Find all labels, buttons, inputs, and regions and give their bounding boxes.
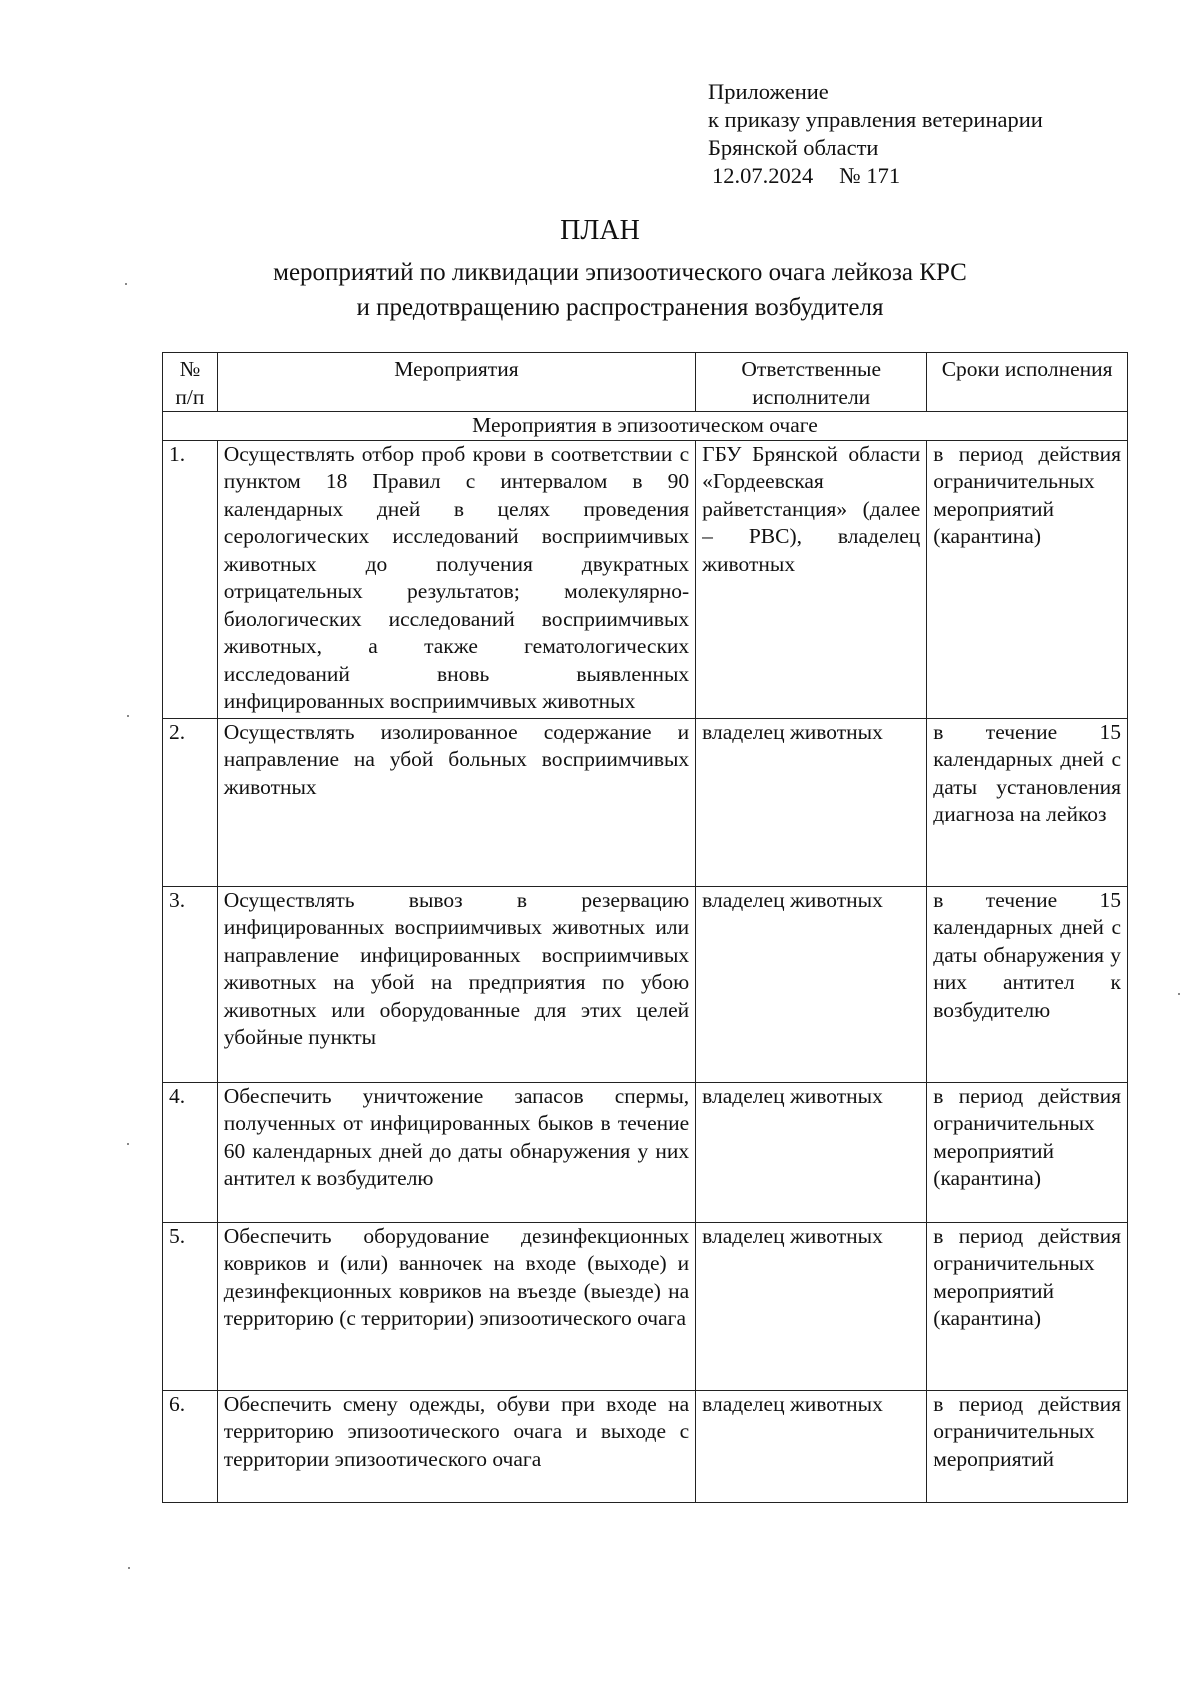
section-row	[163, 412, 1128, 441]
approval-line-2: к приказу управления ветеринарии	[708, 107, 1043, 132]
row-number: 5.	[163, 1222, 218, 1390]
approval-block	[708, 78, 1043, 190]
table-row	[163, 718, 1128, 886]
table-row	[163, 1222, 1128, 1390]
row-action: Осуществлять изолированное содержание и направление на убой больных восприимчивых животных	[217, 718, 695, 886]
header-responsible: Ответственные исполнители	[696, 353, 927, 412]
row-responsible: владелец животных	[696, 886, 927, 1082]
plan-table	[162, 352, 1128, 1503]
table-row	[163, 886, 1128, 1082]
document-subtitle	[160, 255, 1080, 325]
header-deadline: Сроки исполнения	[927, 353, 1128, 412]
header-actions: Мероприятия	[217, 353, 695, 412]
row-deadline: в период действия ограничительных мероприятий (карантина)	[927, 1082, 1128, 1222]
approval-line-3: Брянской области	[708, 135, 879, 160]
scan-speck	[128, 1567, 130, 1569]
row-action: Осуществлять отбор проб крови в соответствии с пунктом 18 Правил с интервалом в 90 календарных дней в целях проведения серологических исследований восприимчивых животных до получения двукратных отрицательных результатов; молекулярно-биологических исследований восприимчивых животных, а также гематологических исследований вновь выявленных инфицированных восприимчивых животных	[217, 440, 695, 718]
row-responsible: владелец животных	[696, 1082, 927, 1222]
approval-number-sign: №	[839, 163, 861, 188]
row-deadline: в период действия ограничительных мероприятий (карантина)	[927, 440, 1128, 718]
subtitle-line-1: мероприятий по ликвидации эпизоотического очага лейкоза КРС	[273, 259, 967, 286]
approval-date-line	[708, 162, 1043, 190]
scan-speck	[127, 715, 129, 717]
table-row	[163, 440, 1128, 718]
row-action: Обеспечить смену одежды, обуви при входе на территорию эпизоотического очага и выходе с территории эпизоотического очага	[217, 1390, 695, 1502]
row-number: 1.	[163, 440, 218, 718]
approval-number: 171	[866, 163, 901, 188]
scan-speck	[1178, 993, 1180, 995]
row-responsible: владелец животных	[696, 1222, 927, 1390]
row-action: Осуществлять вывоз в резервацию инфицированных восприимчивых животных или направление инфицированных восприимчивых животных на убой на предприятия по убою животных или оборудованные для этих целей убойные пункты	[217, 886, 695, 1082]
row-responsible: ГБУ Брянской области «Гордеевская райветстанция» (далее – РВС), владелец животных	[696, 440, 927, 718]
row-action: Обеспечить оборудование дезинфекционных ковриков и (или) ванночек на входе (выходе) и дезинфекционных ковриков на въезде (выезде) на территорию (с территории) эпизоотического очага	[217, 1222, 695, 1390]
row-responsible: владелец животных	[696, 1390, 927, 1502]
row-deadline: в период действия ограничительных мероприятий (карантина)	[927, 1222, 1128, 1390]
scan-speck	[125, 283, 127, 285]
row-deadline: в течение 15 календарных дней с даты установления диагноза на лейкоз	[927, 718, 1128, 886]
row-deadline: в течение 15 календарных дней с даты обнаружения у них антител к возбудителю	[927, 886, 1128, 1082]
row-responsible: владелец животных	[696, 718, 927, 886]
subtitle-line-2: и предотвращению распространения возбудителя	[356, 294, 884, 321]
approval-line-1: Приложение	[708, 79, 829, 104]
row-number: 4.	[163, 1082, 218, 1222]
approval-date: 12.07.2024	[712, 163, 814, 188]
table-row	[163, 1390, 1128, 1502]
header-number: № п/п	[163, 353, 218, 412]
row-action: Обеспечить уничтожение запасов спермы, полученных от инфицированных быков в течение 60 календарных дней до даты обнаружения у них антител к возбудителю	[217, 1082, 695, 1222]
row-number: 2.	[163, 718, 218, 886]
table-row	[163, 1082, 1128, 1222]
row-number: 6.	[163, 1390, 218, 1502]
row-number: 3.	[163, 886, 218, 1082]
scan-speck	[127, 1143, 129, 1145]
table-header-row	[163, 353, 1128, 412]
row-deadline: в период действия ограничительных мероприятий	[927, 1390, 1128, 1502]
document-title: ПЛАН	[560, 215, 640, 246]
section-title: Мероприятия в эпизоотическом очаге	[163, 412, 1128, 441]
